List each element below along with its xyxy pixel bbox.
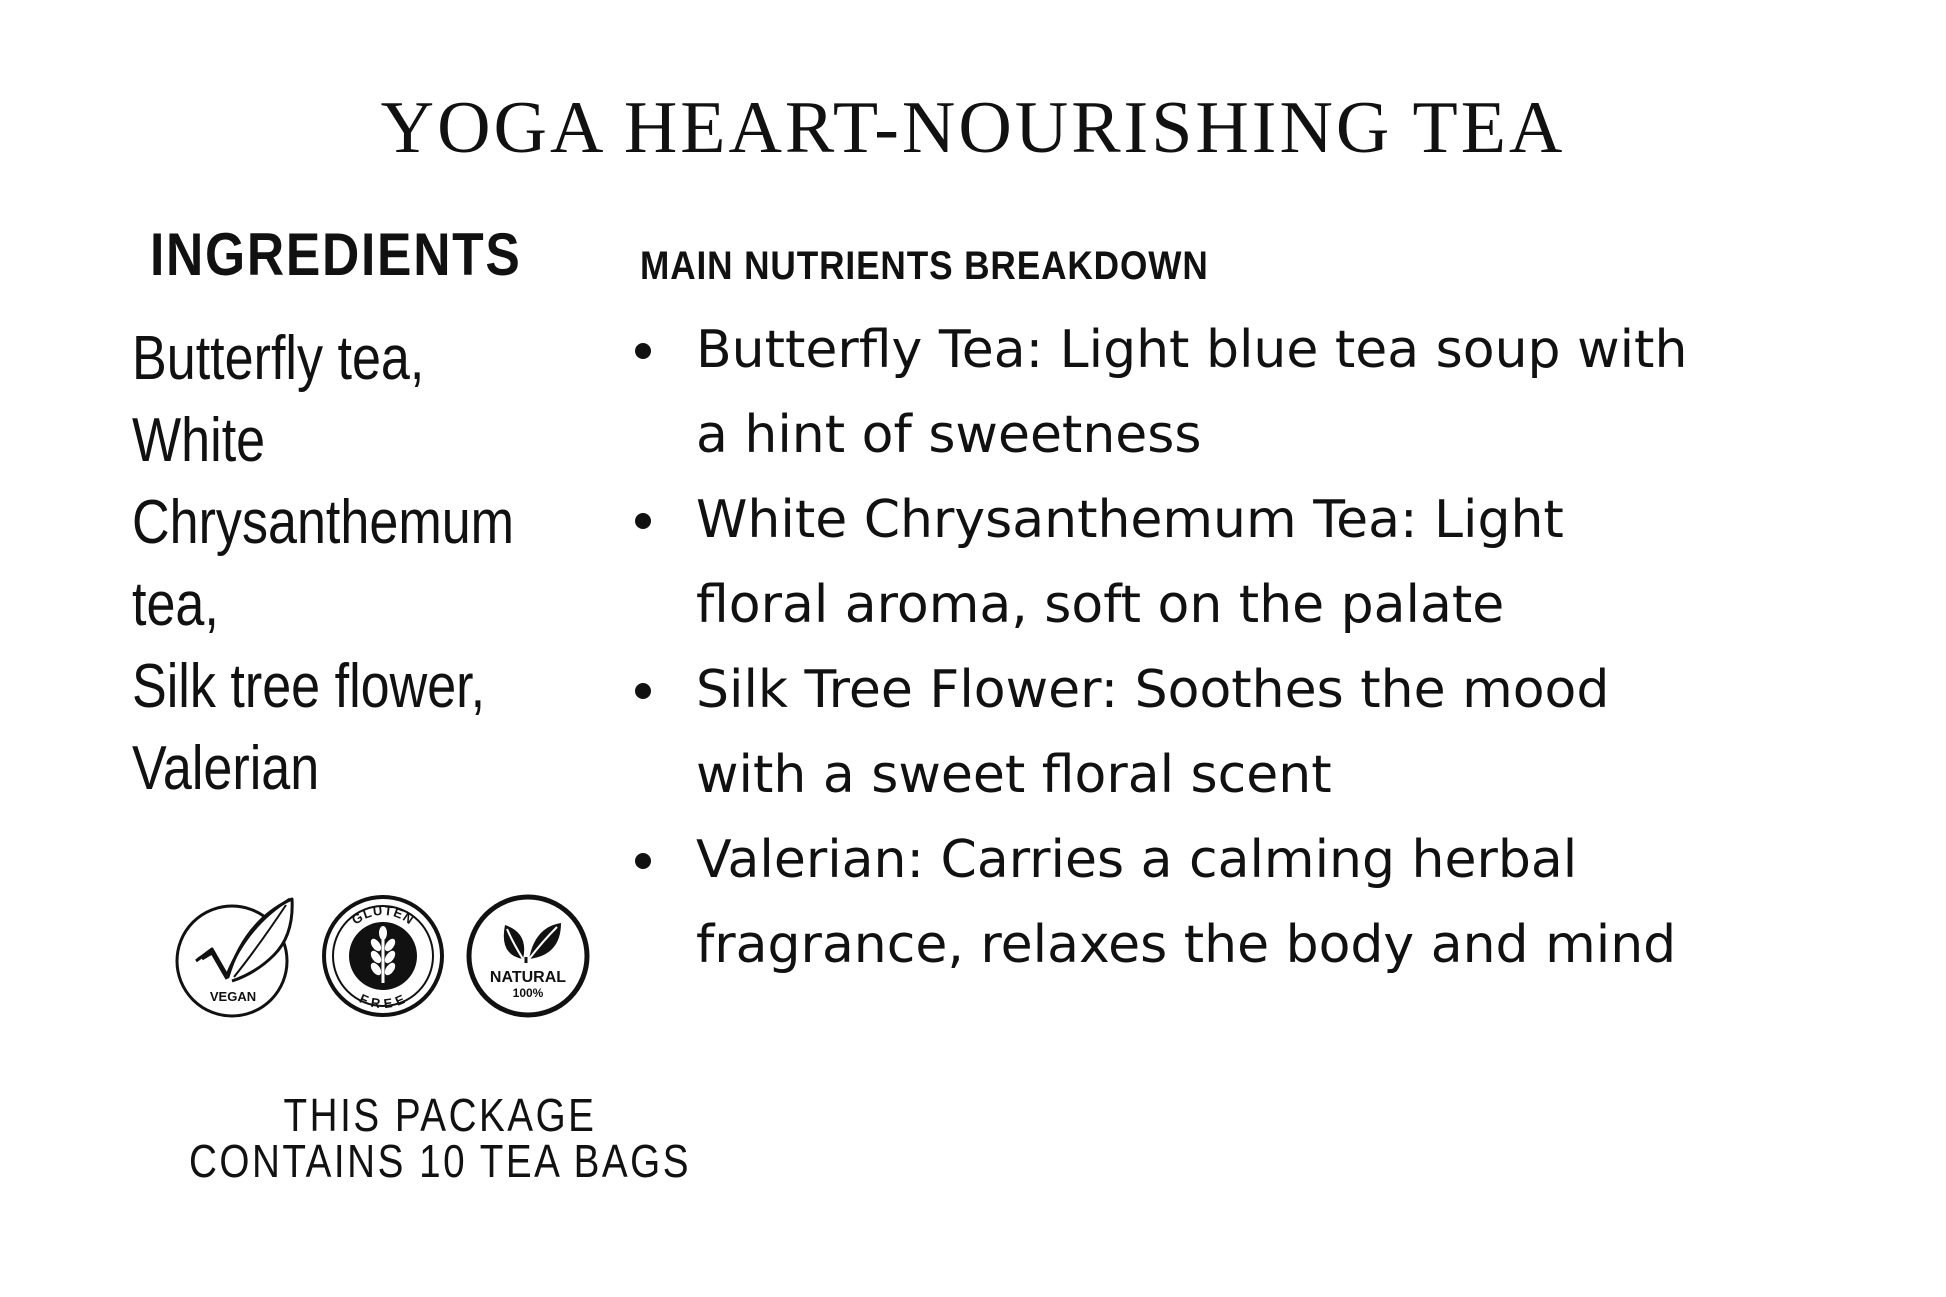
nutrients-heading: MAIN NUTRIENTS BREAKDOWN xyxy=(640,244,1209,288)
nutrients-list xyxy=(630,308,1810,988)
vegan-badge xyxy=(172,893,298,1019)
nutrient-line: Silk Tree Flower: Soothes the mood xyxy=(696,660,1610,720)
free-label: FREE xyxy=(357,990,409,1012)
nutrient-line: a hint of sweetness xyxy=(696,405,1202,465)
package-note-line: CONTAINS 10 TEA BAGS xyxy=(188,1135,692,1187)
nutrient-item xyxy=(630,818,1810,988)
nutrient-line: fragrance, relaxes the body and mind xyxy=(696,915,1677,975)
bullet-icon xyxy=(635,343,651,359)
package-note xyxy=(180,1089,701,1187)
natural-label: NATURAL xyxy=(489,969,567,986)
ingredients-line: Chrysanthemum xyxy=(132,488,515,557)
package-note-line: THIS PACKAGE xyxy=(283,1089,597,1141)
ingredients-line: tea, xyxy=(132,570,219,639)
nutrient-line: White Chrysanthemum Tea: Light xyxy=(696,490,1564,550)
nutrient-line: with a sweet floral scent xyxy=(696,745,1332,805)
ingredients-heading: INGREDIENTS xyxy=(150,221,522,288)
ingredients-line: White xyxy=(132,406,266,475)
nutrient-item xyxy=(630,648,1810,818)
ingredients-list xyxy=(132,318,527,810)
nutrient-line: Valerian: Carries a calming herbal xyxy=(696,830,1578,890)
bullet-icon xyxy=(635,513,651,529)
nutrient-item xyxy=(630,308,1810,478)
ingredients-line: Butterfly tea, xyxy=(132,324,425,393)
gluten-label: GLUTEN xyxy=(348,902,418,928)
nutrient-line: Butterfly Tea: Light blue tea soup with xyxy=(696,320,1688,380)
vegan-label: VEGAN xyxy=(209,989,257,1004)
natural-badge xyxy=(465,893,591,1019)
page-title: YOGA HEART-NOURISHING TEA xyxy=(380,87,1566,169)
ingredients-line: Silk tree flower, xyxy=(132,652,486,721)
svg-text:FREE xyxy=(357,991,408,1012)
natural-percent-label: 100% xyxy=(512,986,544,1000)
nutrient-item xyxy=(630,478,1810,648)
gluten-free-badge xyxy=(320,893,446,1019)
bullet-icon xyxy=(635,853,651,869)
ingredients-line: Valerian xyxy=(132,734,320,803)
nutrient-line: floral aroma, soft on the palate xyxy=(696,575,1505,635)
bullet-icon xyxy=(635,683,651,699)
leaves-icon xyxy=(465,893,591,1019)
wheat-icon xyxy=(320,893,446,1019)
vegan-leaf-check-icon xyxy=(172,893,298,1019)
